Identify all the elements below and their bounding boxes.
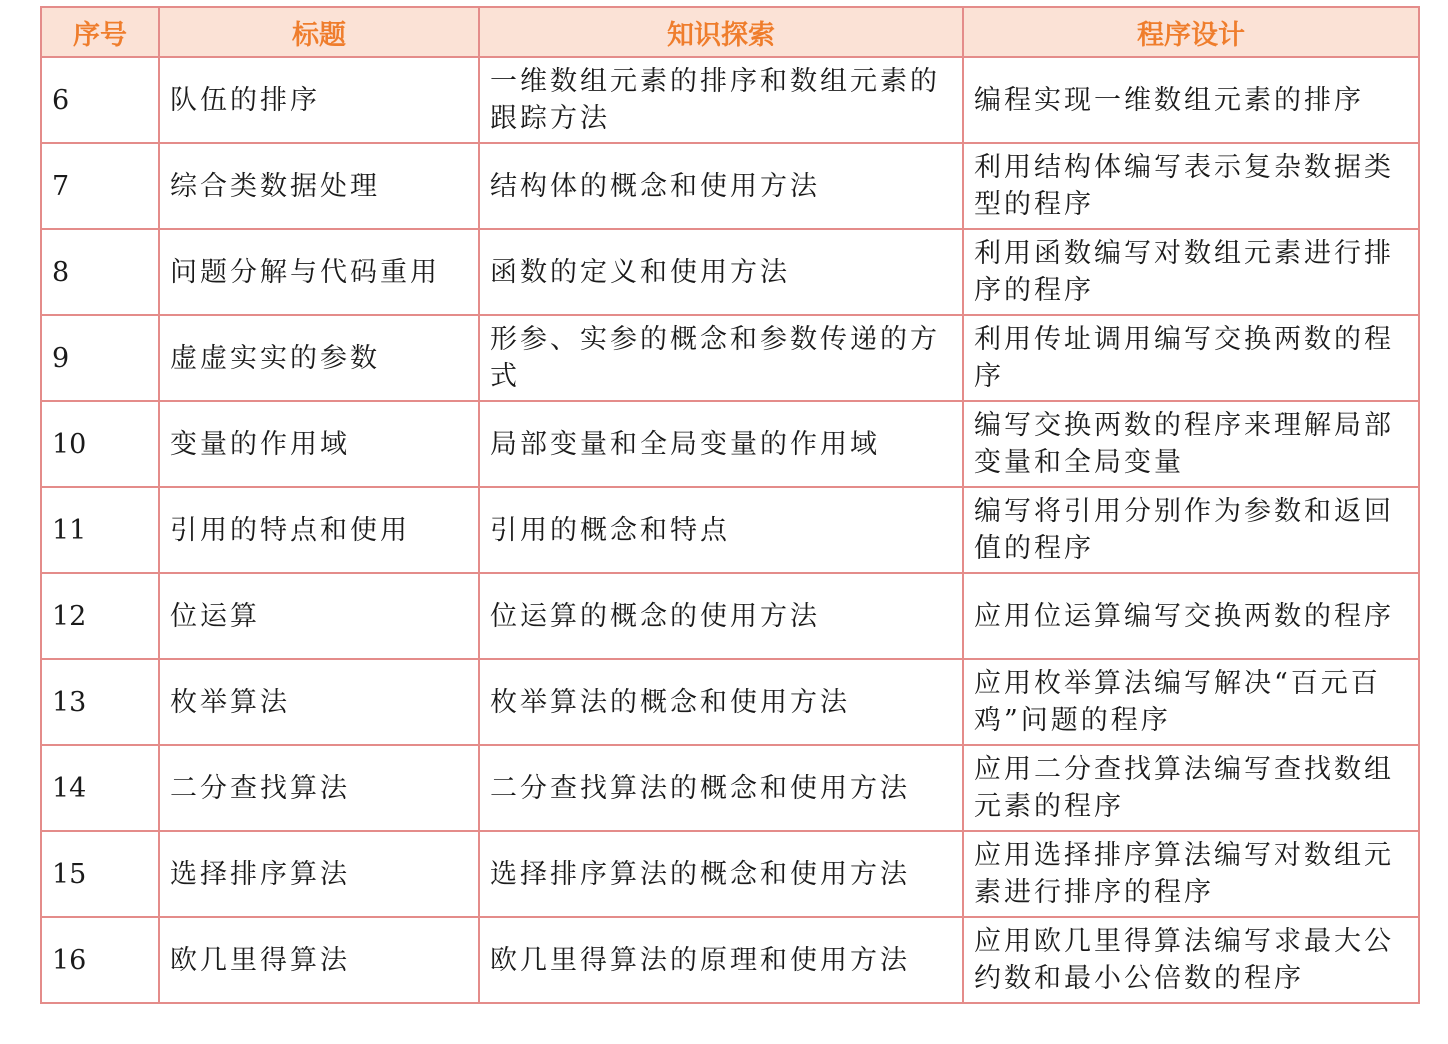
cell-title: 队伍的排序 xyxy=(159,57,479,143)
cell-knowledge: 结构体的概念和使用方法 xyxy=(479,143,963,229)
table-row xyxy=(41,401,1419,487)
cell-num: 16 xyxy=(41,917,159,1003)
course-table xyxy=(40,6,1420,1004)
cell-num: 6 xyxy=(41,57,159,143)
cell-num: 8 xyxy=(41,229,159,315)
cell-num: 9 xyxy=(41,315,159,401)
header-row xyxy=(41,7,1419,57)
table-row xyxy=(41,57,1419,143)
cell-knowledge: 局部变量和全局变量的作用域 xyxy=(479,401,963,487)
cell-title: 位运算 xyxy=(159,573,479,659)
cell-title: 综合类数据处理 xyxy=(159,143,479,229)
table-row xyxy=(41,229,1419,315)
cell-num: 13 xyxy=(41,659,159,745)
cell-knowledge: 选择排序算法的概念和使用方法 xyxy=(479,831,963,917)
cell-knowledge: 引用的概念和特点 xyxy=(479,487,963,573)
cell-design: 应用位运算编写交换两数的程序 xyxy=(963,573,1419,659)
cell-knowledge: 一维数组元素的排序和数组元素的跟踪方法 xyxy=(479,57,963,143)
cell-title: 欧几里得算法 xyxy=(159,917,479,1003)
header-num: 序号 xyxy=(41,7,159,57)
table-row xyxy=(41,659,1419,745)
cell-knowledge: 欧几里得算法的原理和使用方法 xyxy=(479,917,963,1003)
cell-num: 12 xyxy=(41,573,159,659)
cell-design: 应用二分查找算法编写查找数组元素的程序 xyxy=(963,745,1419,831)
cell-title: 变量的作用域 xyxy=(159,401,479,487)
header-design: 程序设计 xyxy=(963,7,1419,57)
table-row xyxy=(41,745,1419,831)
cell-num: 14 xyxy=(41,745,159,831)
cell-design: 利用传址调用编写交换两数的程序 xyxy=(963,315,1419,401)
cell-title: 选择排序算法 xyxy=(159,831,479,917)
cell-title: 问题分解与代码重用 xyxy=(159,229,479,315)
table-row xyxy=(41,315,1419,401)
cell-design: 利用结构体编写表示复杂数据类型的程序 xyxy=(963,143,1419,229)
cell-design: 编程实现一维数组元素的排序 xyxy=(963,57,1419,143)
cell-title: 二分查找算法 xyxy=(159,745,479,831)
cell-num: 15 xyxy=(41,831,159,917)
cell-design: 应用枚举算法编写解决“百元百鸡”问题的程序 xyxy=(963,659,1419,745)
table-row xyxy=(41,917,1419,1003)
table-row xyxy=(41,143,1419,229)
cell-num: 11 xyxy=(41,487,159,573)
cell-knowledge: 形参、实参的概念和参数传递的方式 xyxy=(479,315,963,401)
cell-design: 应用选择排序算法编写对数组元素进行排序的程序 xyxy=(963,831,1419,917)
cell-num: 10 xyxy=(41,401,159,487)
cell-knowledge: 二分查找算法的概念和使用方法 xyxy=(479,745,963,831)
cell-design: 编写将引用分别作为参数和返回值的程序 xyxy=(963,487,1419,573)
cell-title: 引用的特点和使用 xyxy=(159,487,479,573)
cell-title: 虚虚实实的参数 xyxy=(159,315,479,401)
header-title: 标题 xyxy=(159,7,479,57)
cell-design: 利用函数编写对数组元素进行排序的程序 xyxy=(963,229,1419,315)
course-table-container xyxy=(40,6,1418,1004)
cell-knowledge: 函数的定义和使用方法 xyxy=(479,229,963,315)
cell-num: 7 xyxy=(41,143,159,229)
header-knowledge: 知识探索 xyxy=(479,7,963,57)
table-row xyxy=(41,573,1419,659)
cell-title: 枚举算法 xyxy=(159,659,479,745)
table-row xyxy=(41,487,1419,573)
cell-design: 应用欧几里得算法编写求最大公约数和最小公倍数的程序 xyxy=(963,917,1419,1003)
cell-knowledge: 位运算的概念的使用方法 xyxy=(479,573,963,659)
table-header xyxy=(41,7,1419,57)
cell-design: 编写交换两数的程序来理解局部变量和全局变量 xyxy=(963,401,1419,487)
table-row xyxy=(41,831,1419,917)
cell-knowledge: 枚举算法的概念和使用方法 xyxy=(479,659,963,745)
table-body xyxy=(41,57,1419,1003)
